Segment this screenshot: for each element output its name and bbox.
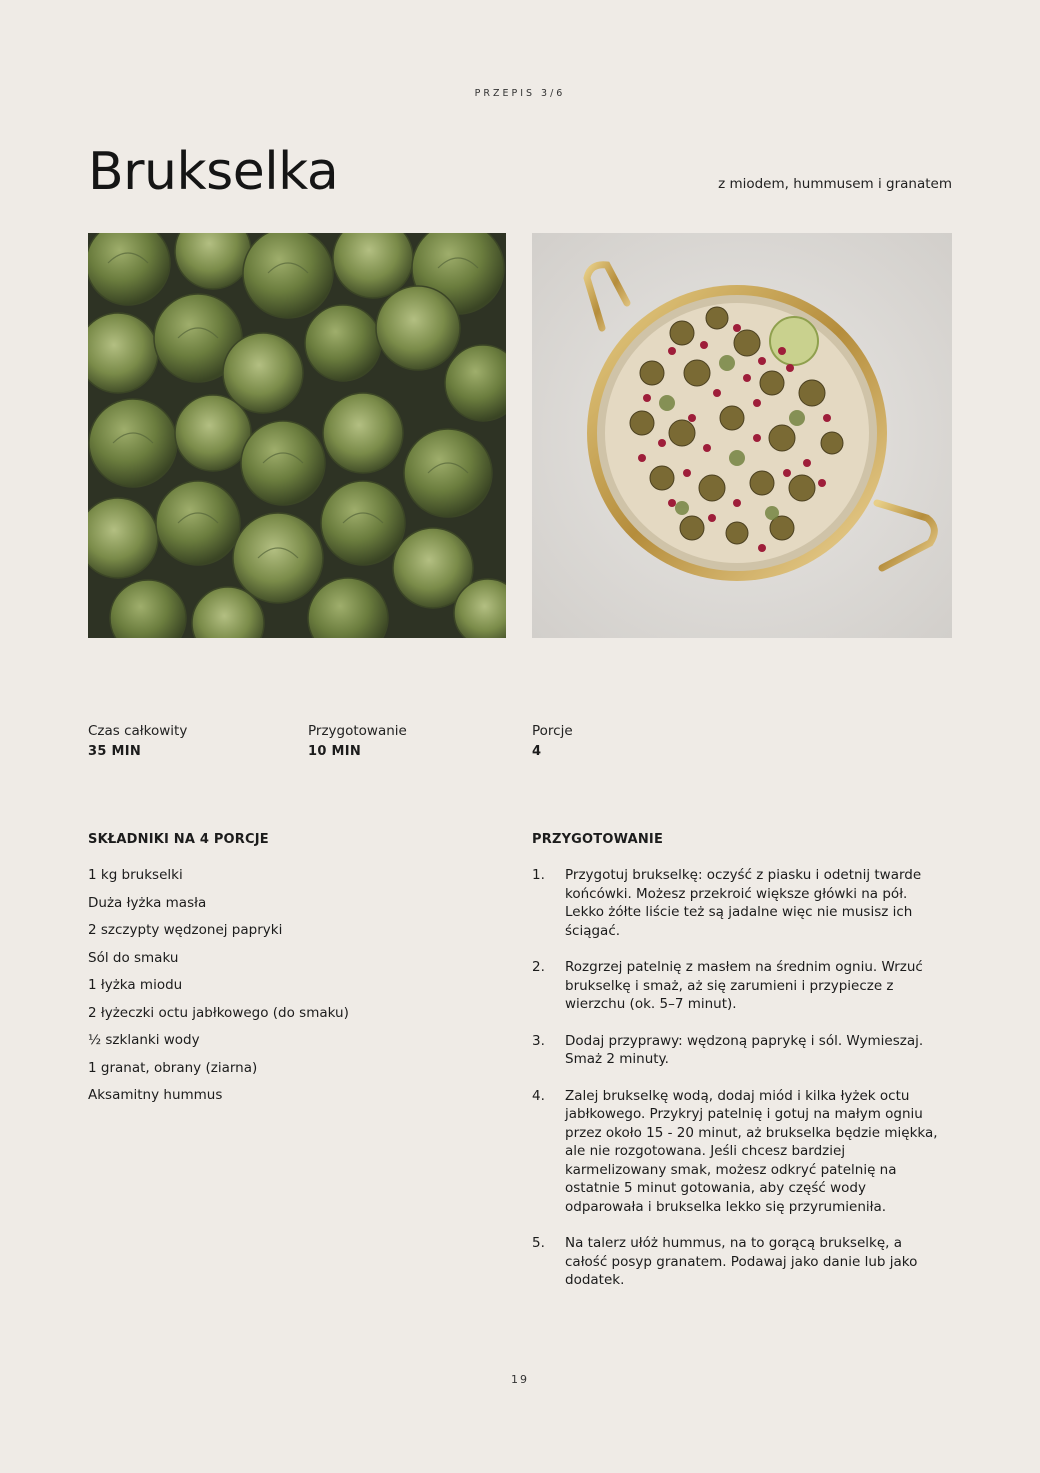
step-number: 5. <box>532 1235 545 1251</box>
ingredient-item: Duża łyżka masła <box>88 894 207 911</box>
recipe-subtitle: z miodem, hummusem i granatem <box>718 176 952 192</box>
step-text: Przygotuj brukselkę: oczyść z piasku i odetnij twarde końcówki. Możesz przekroić większe główki na pół. Lekko żółte liście też są jadalne więc nie musisz ich ściągać. <box>565 867 922 939</box>
page-number: 19 <box>511 1373 529 1386</box>
step-item <box>532 1087 942 1217</box>
step-text: Na talerz ułóż hummus, na to gorącą brukselkę, a całość posyp granatem. Podawaj jako danie lub jako dodatek. <box>565 1235 918 1288</box>
ingredients-list <box>88 866 349 1114</box>
brussels-sprouts-photo <box>88 233 506 638</box>
step-text: Zalej brukselkę wodą, dodaj miód i kilka łyżek octu jabłkowego. Przykryj patelnię i gotuj na małym ogniu przez około 15 - 20 minut, aż brukselka będzie miękka, ale nie rozgotowana. Jeśli chcesz bardziej karmelizowany smak, możesz odkryć patelnię na ostatnie 5 minut gotowania, aby część wody odparowała i brukselka lekko się przyrumieniła. <box>565 1087 938 1215</box>
ingredient-item: 1 łyżka miodu <box>88 977 183 993</box>
step-number: 1. <box>532 867 545 883</box>
total-time-value: 35 MIN <box>88 744 142 759</box>
preparation-steps <box>532 866 942 1308</box>
ingredient-item: ½ szklanki wody <box>88 1032 200 1048</box>
prep-time-value: 10 MIN <box>308 744 362 759</box>
servings-label: Porcje <box>532 723 573 739</box>
recipe-counter: PRZEPIS 3/6 <box>474 88 566 99</box>
finished-dish-photo <box>532 233 952 638</box>
step-number: 3. <box>532 1032 545 1049</box>
servings <box>532 723 573 759</box>
prep-time-label: Przygotowanie <box>308 723 407 739</box>
ingredient-item: 1 granat, obrany (ziarna) <box>88 1059 258 1076</box>
total-time <box>88 723 187 759</box>
prep-time <box>308 723 407 759</box>
ingredient-item: 1 kg brukselki <box>88 867 183 883</box>
servings-value: 4 <box>532 744 542 759</box>
ingredient-item: Sól do smaku <box>88 949 179 966</box>
step-item <box>532 866 942 940</box>
step-item <box>532 1032 942 1069</box>
ingredient-item: 2 łyżeczki octu jabłkowego (do smaku) <box>88 1004 349 1021</box>
ingredient-item: 2 szczypty wędzonej papryki <box>88 922 283 938</box>
step-item <box>532 1234 942 1290</box>
recipe-title: Brukselka <box>88 142 339 202</box>
step-number: 2. <box>532 959 545 975</box>
total-time-label: Czas całkowity <box>88 723 188 739</box>
step-text: Rozgrzej patelnię z masłem na średnim ogniu. Wrzuć brukselkę i smaż, aż się zarumieni i przypiecze z wierzchu (ok. 5–7 minut). <box>565 959 923 1012</box>
step-number: 4. <box>532 1087 545 1104</box>
preparation-heading: PRZYGOTOWANIE <box>532 832 664 847</box>
step-item <box>532 958 942 1014</box>
step-text: Dodaj przyprawy: wędzoną paprykę i sól. Wymieszaj. Smaż 2 minuty. <box>565 1032 924 1067</box>
ingredients-heading: SKŁADNIKI NA 4 PORCJE <box>88 832 269 847</box>
ingredient-item: Aksamitny hummus <box>88 1087 223 1103</box>
